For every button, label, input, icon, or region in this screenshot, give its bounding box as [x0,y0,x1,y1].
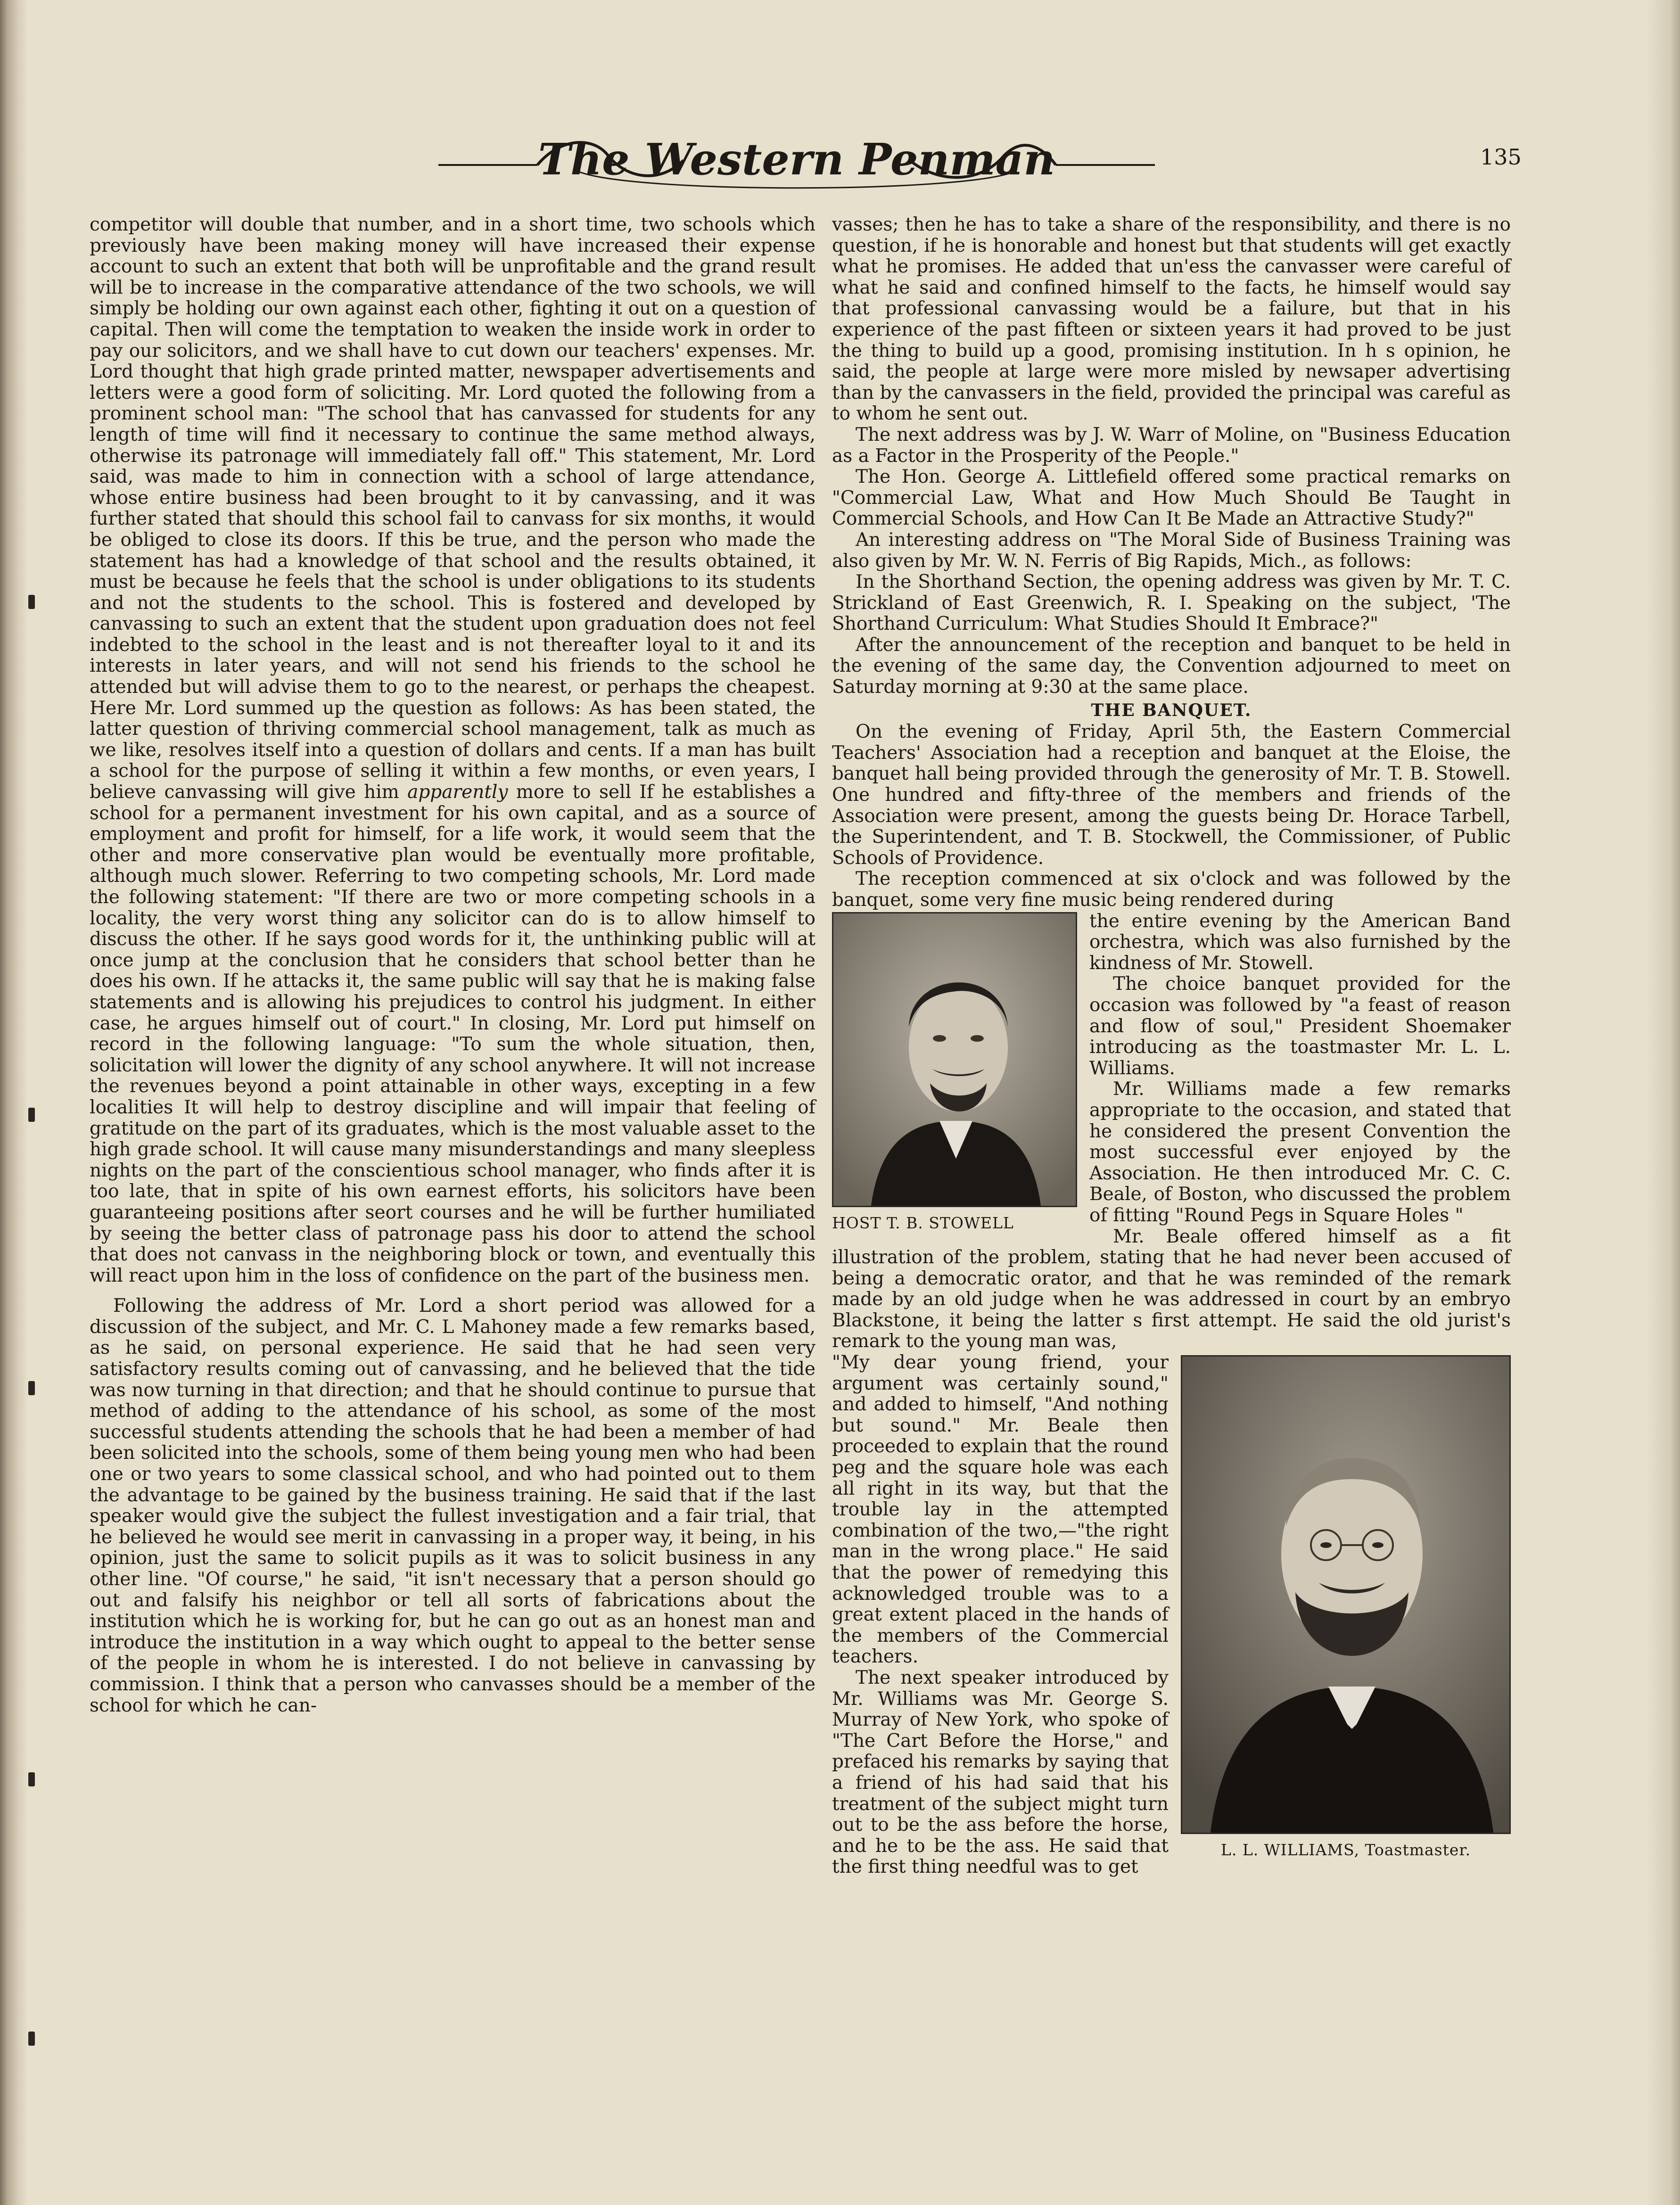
article-paragraph: In the Shorthand Section, the opening address was given by Mr. T. C. Strickland of East Greenwich, R. I. Speaking on the subject, 'The Shorthand Curriculum: What Studies Should It Embrace?" [832,571,1511,635]
article-paragraph: The next speaker introduced by Mr. Williams was Mr. George S. Murray of New York, who spoke of "The Cart Before the Horse," and prefaced his remarks by saying that a friend of his had said that his treatment of the subject might turn out to be the ass before the horse, and he to be the ass. He said that the first thing needful was to get [832,1667,1169,1878]
photo-caption: HOST T. B. STOWELL [832,1213,1014,1232]
margin-mark [28,2032,35,2046]
portrait-image [832,912,1077,1207]
article-paragraph: the entire evening by the American Band orchestra, which was also furnished by the kindness of Mr. Stowell. [1089,910,1511,974]
page-number: 135 [1480,144,1522,170]
portrait-image [1181,1355,1511,1834]
article-paragraph [90,214,815,1286]
photo-caption: L. L. WILLIAMS, Toastmaster. [1220,1841,1471,1859]
photo-stowell [832,912,1077,1232]
paragraph-text: competitor will double that number, and in a short time, two schools which previously have been making money will have increased their expense account to such an extent that both will be unprofitable and the grand result will be to increase in the comparative attendance of the two schools, we will simply be holding our own against each other, fighting it out on a question of capital. Then will come the temptation to weaken the inside work in order to pay our solicitors, and we shall have to cut down our teachers' expenses. Mr. Lord thought that high grade printed matter, newspaper advertisements and letters were a good form of soliciting. Mr. Lord quoted the following from a prominent school man: "The school that has canvassed for students for any length of time will find it necessary to continue the same method always, otherwise its patronage will immediately fall off." This statement, Mr. Lord said, was made to him in connection with a school of large attendance, whose entire business had been brought to it by canvassing, and it was further stated that should this school fail to canvass for six months, it would be obliged to close its doors. If this be true, and the person who made the statement has had a knowledge of that school and the results obtained, it must be because he feels that the school is under obligations to its students and not the students to the school. This is fostered and developed by canvassing to such an extent that the student upon graduation does not feel indebted to the school in the least and is not thereafter loyal to it and its interests in later years, and will not send his friends to the school he attended but will advise them to go to the nearest, or perhaps the cheapest. Here Mr. Lord summed up the question as follows: As has been stated, the latter question of thriving commercial school management, talk as much as we like, resolves itself into a question of dollars and cents. If a man has built a school for the purpose of selling it within a few months, or even years, I believe canvassing will give him [90,214,815,803]
page-edge-shadow [1647,0,1680,2205]
article-paragraph: Mr. Beale offered himself as a fit illustration of the problem, stating that he had never been accused of being a democratic orator, and that he was reminded of the remark made by an old judge when he was addressed in court by an embryo Blackstone, it being the latter s first attempt. He said the old jurist's remark to the young man was, [832,1226,1511,1352]
article-paragraph: After the announcement of the reception and banquet to be held in the evening of the same day, the Convention adjourned to meet on Saturday morning at 9:30 at the same place. [832,634,1511,698]
article-paragraph: The Hon. George A. Littlefield offered some practical remarks on "Commercial Law, What and How Much Should Be Taught in Commercial Schools, and How Can It Be Made an Attractive Study?" [832,466,1511,530]
masthead-title: The Western Penman [538,134,1055,185]
article-paragraph: Following the address of Mr. Lord a short period was allowed for a discussion of the subject, and Mr. C. L Mahoney made a few remarks based, as he said, on personal experience. He said that he had seen very satisfactory results coming out of canvassing, and he believed that the tide was now turning in that direction; and that he should continue to pursue that method of adding to the attendance of his school, as some of the most successful students attending the schools that he had been a member of had been solicited into the schools, some of them being young men who had been one or two years to some classical school, and who had pointed out to them the advantage to be gained by the business training. He said that if the last speaker would give the subject the fullest investigation and a fair trial, that he believed he would see merit in canvassing in a proper way, it being, in his opinion, just the same to solicit pupils as it was to solicit business in any other line. "Of course," he said, "it isn't necessary that a person should go out and falsify his neighbor or tell all sorts of fabrications about the institution which he is working for, but he can go out as an honest man and introduce the institution in a way which ought to appeal to the better sense of the people in whom he is interested. I do not believe in canvassing by commission. I think that a person who canvasses should be a member of the school for which he can- [90,1295,815,1716]
right-column [832,214,1511,1878]
article-paragraph: The choice banquet provided for the occasion was followed by "a feast of reason and flow of soul," President Shoemaker introducing as the toastmaster Mr. L. L. Williams. [1089,973,1511,1079]
article-paragraph: An interesting address on "The Moral Side of Business Training was also given by Mr. W. N. Ferris of Big Rapids, Mich., as follows: [832,529,1511,572]
article-paragraph: On the evening of Friday, April 5th, the Eastern Commercial Teachers' Association had a reception and banquet at the Eloise, the banquet hall being provided through the generosity of Mr. T. B. Stowell. One hundred and fifty-three of the members and friends of the Association were present, among the guests being Dr. Horace Tarbell, the Superintendent, and T. B. Stockwell, the Commissioner, of Public Schools of Providence. [832,721,1511,869]
margin-mark [28,595,35,609]
italic-word: apparently [407,782,508,803]
article-paragraph: Mr. Williams made a few remarks appropriate to the occasion, and stated that he considered the present Convention the most successful ever enjoyed by the Association. He then introduced Mr. C. C. Beale, of Boston, who discussed the problem of fitting "Round Pegs in Square Holes " [1089,1078,1511,1226]
article-paragraph: The reception commenced at six o'clock and was followed by the banquet, some very fine music being rendered during [832,868,1511,911]
left-column [90,214,815,1716]
margin-mark [28,1772,35,1786]
margin-mark [28,1381,35,1395]
photo-williams [1181,1355,1511,1859]
masthead-logo [438,127,1155,198]
margin-mark [28,1108,35,1122]
paragraph-text: more to sell If he establishes a school for a permanent investment for his own capital, and as a source of employment and profit for himself, for a life work, it would seem that the other and more conservative plan would be eventually more profitable, although much slower. Referring to two competing schools, Mr. Lord made the following statement: "If there are two or more competing schools in a locality, the very worst thing any solicitor can do is to allow himself to discuss the other. If he says good words for it, the unthinking public will at once jump at the conclusion that he considers that school better than he does his own. If he attacks it, the same public will say that he is making false statements and is allowing his prejudices to control his judgment. In either case, he argues himself out of court." In closing, Mr. Lord put himself on record in the following language: "To sum the whole situation, then, solicitation will lower the dignity of any school anywhere. It will not increase the revenues beyond a point attainable in other ways, excepting in a few localities It will help to destroy discipline and will impair that feeling of gratitude on the part of its graduates, which is the most valuable asset to the high grade school. It will cause many misunderstandings and many sleepless nights on the part of the conscientious school manager, who finds after it is too late, that in spite of his own earnest efforts, his solicitors have been guaranteeing positions after seort courses and he will be further humiliated by seeing the better class of patronage pass his door to attend the school that does not canvass in the neighboring block or town, and eventually this will react upon him in the loss of confidence on the part of the business men. [90,782,816,1286]
section-heading: THE BANQUET. [1091,700,1252,720]
page-binding-shadow [0,0,28,2205]
article-paragraph: "My dear young friend, your argument was certainly sound," and added to himself, "And nothing but sound." Mr. Beale then proceeded to explain that the round peg and the square hole was each all right in its way, but that the trouble lay in the attempted combination of the two,—"the right man in the wrong place." He said that the power of remedying this acknowledged trouble was to a great extent placed in the hands of the members of the Commercial teachers. [832,1352,1169,1668]
article-paragraph: vasses; then he has to take a share of the responsibility, and there is no question, if he is honorable and honest but that students will get exactly what he promises. He added that un'ess the canvasser were careful of what he said and confined himself to the facts, he himself would say that professional canvassing would be a failure, but that in his experience of the past fifteen or sixteen years it had proved to be just the thing to build up a good, promising institution. In h s opinion, he said, the people at large were more misled by newsaper advertising than by the canvassers in the field, provided the principal was careful as to whom he sent out. [832,214,1511,425]
article-paragraph: The next address was by J. W. Warr of Moline, on "Business Education as a Factor in the Prosperity of the People." [832,424,1511,467]
